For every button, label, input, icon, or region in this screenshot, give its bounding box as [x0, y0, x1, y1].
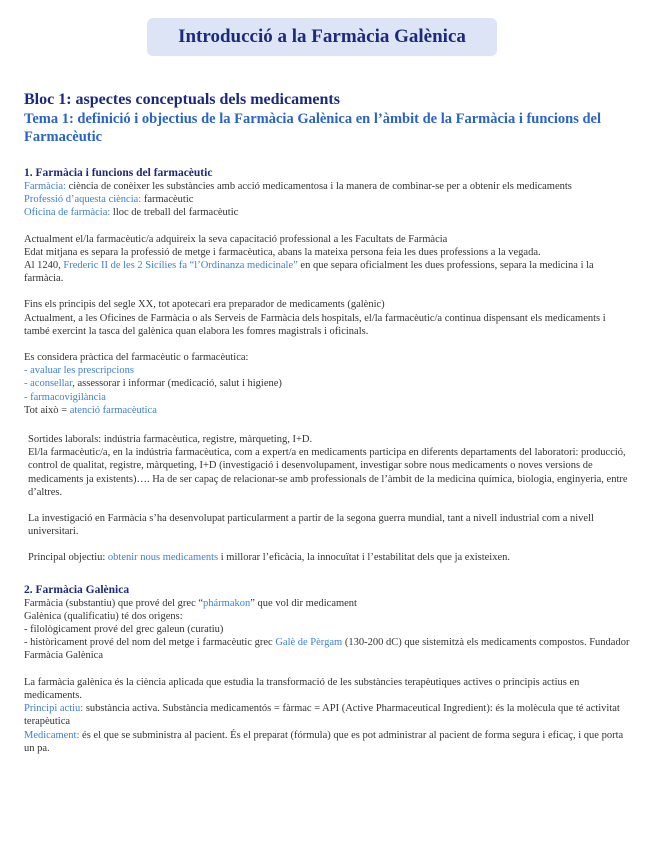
- objectiu-highlight: obtenir nous medicaments: [107, 552, 219, 564]
- practica-item-3: [24, 391, 632, 404]
- objectiu-post: i millorar l’eficàcia, la innocuïtat i l’estabilitat dels que ja existeixen.: [218, 552, 510, 564]
- bloc-heading: Bloc 1: aspectes conceptuals dels medicaments: [24, 91, 340, 108]
- principi-actiu-text: substància activa. Substància medicamentós = fàrmac = API (Active Pharmaceutical Ingredient): és la molècula que té activitat terapèutica: [24, 703, 620, 728]
- link-ordinanza: Frederic II de les 2 Sicílies fa “l’Ordinanza medicinale”: [63, 260, 298, 272]
- term-pharmakon: phármakon: [203, 597, 251, 609]
- paragraph-1240: [24, 259, 632, 285]
- term-principi-actiu: Principi actiu:: [24, 703, 84, 715]
- paragraph-investigacio: La investigació en Farmàcia s’ha desenvolupat particularment a partir de la segona guerra mundial, tant a nivell industrial com a nivell universitari.: [28, 513, 594, 538]
- historic-post: (130-200 dC) que sistemitzà els medicaments compostos. Fundador Farmàcia Galènica: [24, 637, 630, 662]
- practica-total-highlight: atenció farmacèutica: [69, 404, 157, 416]
- practica-item-1: [24, 364, 632, 377]
- paragraph-industria: El/la farmacèutic/a, en la indústria farmacèutica, com a expert/a en medicaments participa en diferents departaments del laboratori: producció, control de qualitat, registre, màrqueting, I+D (investigació i desenvolupament, investigar sobre nous medicaments o noves versions de medicaments ja existents)…. Ha de ser capaç de relacionar-se amb professionals de l’àmbit de la medicina química, biologia, enginyeria, entre d’altres.: [28, 447, 628, 498]
- paragraph-sortides: Sortides laborals: indústria farmacèutica, registre, màrqueting, I+D.: [28, 434, 313, 446]
- farmacia-etim-pre: Farmàcia (substantiu) que prové del grec “: [24, 597, 204, 609]
- paragraph-principi-actiu: [24, 702, 632, 728]
- practica-item-2-rest: , assessorar i informar (medicació, salut i higiene): [72, 378, 282, 390]
- definition-professio-text: farmacèutic: [141, 194, 194, 206]
- paragraph-actual: Actualment el/la farmacèutic/a adquireix la seva capacitació professional a les Facultats de Farmàcia: [24, 233, 448, 245]
- definition-oficina: [24, 206, 632, 219]
- paragraph-filologic: - filològicament prové del grec galeun (curatiu): [24, 624, 224, 636]
- paragraph-historic: [24, 636, 632, 662]
- practica-item-1-text: - avaluar les prescripcions: [24, 365, 134, 377]
- definition-oficina-text: lloc de treball del farmacèutic: [110, 207, 239, 219]
- historic-pre: - històricament prové del nom del metge i farmacèutic grec: [24, 637, 276, 649]
- practica-total-pre: Tot això =: [24, 404, 70, 416]
- definition-farmacia-text: ciència de conèixer les substàncies amb acció medicamentosa i la manera de combinar-se per a obtenir els medicaments: [65, 181, 572, 192]
- paragraph-objectiu: [28, 551, 632, 564]
- term-gale-pergam: Galè de Pèrgam: [275, 637, 343, 649]
- term-farmacia: Farmàcia:: [24, 181, 66, 192]
- practica-item-2-text: - aconsellar: [24, 378, 73, 390]
- paragraph-1240-pre: Al 1240,: [24, 260, 64, 272]
- paragraph-oficines: Actualment, a les Oficines de Farmàcia o als Serveis de Farmàcia dels hospitals, el/la farmacèutic/a continua dispensant els medicaments i també exercint la tasca del galènica quan elabora les fomres magistrals i oficinals.: [24, 312, 606, 337]
- paragraph-medicament: [24, 729, 632, 755]
- document-body: [24, 90, 632, 755]
- paragraph-farmacia-etim: [24, 597, 632, 610]
- title-banner: [147, 18, 497, 56]
- term-professio: Professió d’aquesta ciència:: [24, 194, 142, 206]
- practica-item-2: [24, 377, 632, 390]
- paragraph-edat-mitjana: Edat mitjana es separa la professió de metge i farmacèutica, abans la mateixa persona feia les dues professions a la vegada.: [24, 246, 541, 258]
- medicament-text: és el que se subministra al pacient. És el preparat (fórmula) que es pot administrar al pacient de forma segura i eficaç, i que porta un pa.: [24, 729, 624, 754]
- practica-total: [24, 404, 632, 417]
- definition-farmacia: [24, 180, 632, 193]
- objectiu-pre: Principal objectiu:: [28, 552, 108, 564]
- section2-heading: 2. Farmàcia Galènica: [24, 583, 130, 596]
- tema-heading: Tema 1: definició i objectius de la Farmàcia Galènica en l’àmbit de la Farmàcia i funcions del Farmacèutic: [24, 111, 601, 145]
- definition-professio: [24, 193, 632, 206]
- paragraph-definicio-galenica: La farmàcia galènica és la ciència aplicada que estudia la transformació de les substàncies terapèutiques actives o principis actius en medicaments.: [24, 676, 580, 701]
- term-oficina: Oficina de farmàcia:: [24, 207, 111, 219]
- practica-intro: Es considera pràctica del farmacèutic o farmacèutica:: [24, 352, 249, 364]
- section1-heading: 1. Farmàcia i funcions del farmacèutic: [24, 167, 213, 179]
- practica-item-3-text: - farmacovigilància: [24, 391, 106, 403]
- paragraph-1240-post: en que separa oficialment les dues professions, separa la medicina i la farmàcia.: [24, 260, 594, 285]
- farmacia-etim-post: ” que vol dir medicament: [250, 597, 357, 609]
- paragraph-galenica: Galènica (qualificatiu) té dos origens:: [24, 610, 183, 622]
- paragraph-segle-xx: Fins els principis del segle XX, tot apotecari era preparador de medicaments (galènic): [24, 299, 385, 311]
- term-medicament: Medicament:: [24, 729, 80, 741]
- page-title: Introducció a la Farmàcia Galènica: [178, 26, 466, 47]
